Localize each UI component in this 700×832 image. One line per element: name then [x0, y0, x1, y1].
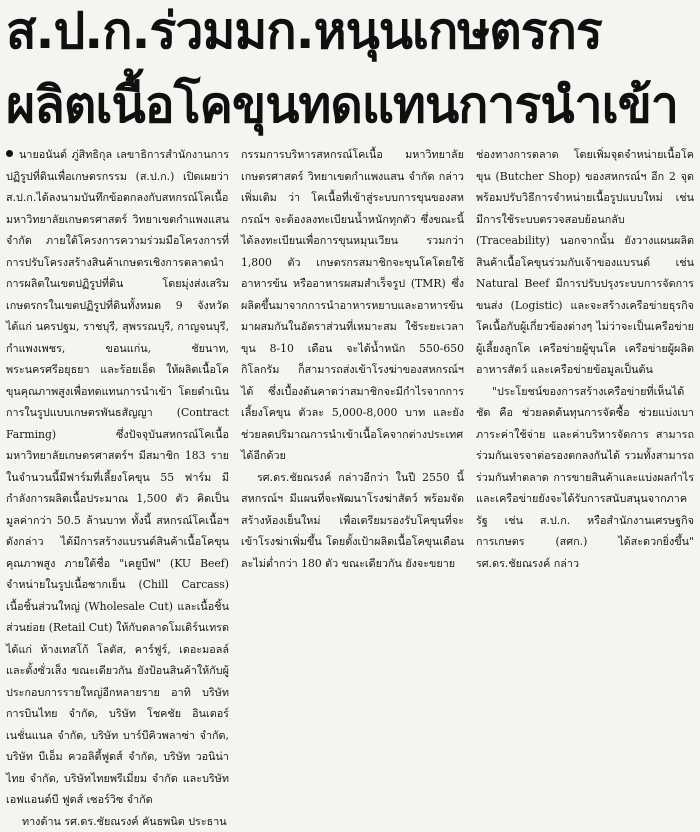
paragraph-text: นายอนันต์ ภู่สิทธิกุล เลขาธิการสำนักงานการปฏิรูปที่ดินเพื่อเกษตรกรรม (ส.ป.ก.) เปิดเผยว่า ส.ป.ก.ได้ลงนามบันทึกข้อตกลงกับสหกรณ์โคเนื้อมหาวิทยาลัยเกษตรศาสตร์ วิทยาเขตกำแพงแสน จำกัด ภายใต้โครงการความร่วมมือโครงการที่การปรับโครงสร้างสินค้าเกษตรเชิงการตลาดนำการผลิตในเขตปฏิรูปที่ดิน โดยมุ่งส่งเสริมเกษตรกรในเขตปฏิรูปที่ดินทั้งหมด 9 จังหวัด ได้แก่ นครปฐม, ราชบุรี, สุพรรณบุรี, กาญจนบุรี, กำแพงเพชร, ขอนแก่น, ชัยนาท, พระนครศรีอยุธยา และร้อยเอ็ด ให้ผลิตเนื้อโคขุนคุณภาพสูงเพื่อทดแทนการนำเข้า โดยดำเนินการในรูปแบบเกษตรพันธสัญญา (Contract Farming) ซึ่งปัจจุบันสหกรณ์โคเนื้อมหาวิทยาลัยเกษตรศาสตร์ฯ มีสมาชิก 183 ราย ในจำนวนนี้มีฟาร์มที่เลี้ยงโคขุน 55 ฟาร์ม มีกำลังการผลิตเนื้อประมาณ 1,500 ตัว คิดเป็นมูลค่ากว่า 50.5 ล้านบาท ทั้งนี้ สหกรณ์โคเนื้อฯ ดังกล่าว ได้มีการสร้างแบรนด์สินค้าเนื้อโคขุนคุณภาพสูง ภายใต้ชื่อ "เคยูบีฟ" (KU Beef) จำหน่ายในรูปเนื้อซากเย็น (Chill Carcass) เนื้อชิ้นส่วนใหญ่ (Wholesale Cut) และเนื้อชิ้นส่วนย่อย (Retail Cut) ให้กับตลาดโมเดิร์นเทรด ได้แก่ ห้างเทสโก้ โลตัส, คาร์ฟูร์, เดอะมอลล์ และตั้งซั่วเส็ง ขณะเดียวกัน ยังป้อนสินค้าให้กับผู้ประกอบการรายใหญ่อีกหลายราย อาทิ บริษัทการบินไทย จำกัด, บริษัท โชคชัย อินเตอร์เนชั่นแนล จำกัด, บริษัท บาร์บีคิวพลาซ่า จำกัด, บริษัท บีเอ็ม ควอลิตี้ฟูดส์ จำกัด, บริษัท วอนิน่าไทย จำกัด, บริษัทไทยพรีเมี่ยม จำกัด และบริษัท เอฟแอนด์บี ฟูดส์ เซอร์วิซ จำกัด	[6, 148, 229, 806]
paragraph: ช่องทางการตลาด โดยเพิ่มจุดจำหน่ายเนื้อโคขุน (Butcher Shop) ของสหกรณ์ฯ อีก 2 จุด พร้อมปรับวิธีการจำหน่ายเนื้อรูปแบบใหม่ เช่น มีการใช้ระบบตรวจสอบย้อนกลับ (Traceability) นอกจากนั้น ยังวางแผนผลิต สินค้าเนื้อโคขุนร่วมกับเจ้าของแบรนด์ เช่น Natural Beef มีการปรับปรุงระบบการจัดการขนส่ง (Logistic) และจะสร้างเครือข่ายธุรกิจโคเนื้อกับผู้เกี่ยวข้องต่างๆ ไม่ว่าจะเป็นเครือข่ายผู้เลี้ยงลูกโค เครือข่ายผู้ขุนโค เครือข่ายผู้ผลิตอาหารสัตว์ และเครือข่ายข้อมูลเป็นต้น	[476, 144, 694, 381]
bullet-icon	[6, 150, 13, 157]
article-column-3	[476, 144, 694, 444]
paragraph	[6, 144, 229, 811]
headline-line-2: ผลิตเนื้อโคขุนทดแทนการนำเข้า	[6, 76, 696, 134]
paragraph: ทางด้าน รศ.ดร.ชัยณรงค์ คันธพนิต ประธาน	[6, 811, 229, 832]
headline-line-1: ส.ป.ก.ร่วมมก.หนุนเกษตรกร	[6, 2, 696, 60]
paragraph: กรรมการบริหารสหกรณ์โคเนื้อ มหาวิทยาลัยเกษตรศาสตร์ วิทยาเขตกำแพงแสน จำกัด กล่าวเพิ่มเติม ว่า โคเนื้อที่เข้าสู่ระบบการขุนของสหกรณ์ฯ จะต้องลงทะเบียนน้ำหนักทุกตัว ซึ่งขณะนี้ได้ลงทะเบียนเพื่อการขุนหมุนเวียน รวมกว่า 1,800 ตัว เกษตรกรสมาชิกจะขุนโคโดยใช้อาหารข้น หรืออาหารผสมสำเร็จรูป (TMR) ซึ่งผลิตขึ้นมาจากการนำอาหารหยาบและอาหารข้นมาผสมกันในอัตราส่วนที่เหมาะสม ใช้ระยะเวลาขุน 8-10 เดือน จะได้น้ำหนัก 550-650 กิโลกรัม ก็สามารถส่งเข้าโรงฆ่าของสหกรณ์ฯ ได้ ซึ่งเบื้องต้นคาดว่าสมาชิกจะมีกำไรจากการเลี้ยงโคขุน ตัวละ 5,000-8,000 บาท และยังช่วยลดปริมาณการนำเข้าเนื้อโคจากต่างประเทศได้อีกด้วย	[241, 144, 464, 467]
paragraph: "ประโยชน์ของการสร้างเครือข่ายที่เห็นได้ชัด คือ ช่วยลดต้นทุนการจัดซื้อ ช่วยแบ่งเบาภาระค่าใช้จ่าย และค่าบริหารจัดการ สามารถร่วมกันเจรจาต่อรองตกลงกันได้ รวมทั้งสามารถร่วมกันทำตลาด การขายสินค้าและแบ่งผลกำไร และเครือข่ายยังจะได้รับการสนับสนุนจากภาครัฐ เช่น ส.ป.ก. หรือสำนักงานเศรษฐกิจการเกษตร (สศก.) ได้สะดวกยิ่งขึ้น" รศ.ดร.ชัยณรงค์ กล่าว	[476, 381, 694, 575]
article-column-2	[241, 144, 464, 484]
article-column-1	[6, 144, 229, 736]
paragraph: รศ.ดร.ชัยณรงค์ กล่าวอีกว่า ในปี 2550 นี้ สหกรณ์ฯ มีแผนที่จะพัฒนาโรงฆ่าสัตว์ พร้อมจัดสร้างห้องเย็นใหม่ เพื่อเตรียมรองรับโคขุนที่จะเข้าโรงฆ่าเพิ่มขึ้น โดยตั้งเป้าผลิตเนื้อโคขุนเดือนละไม่ต่ำกว่า 180 ตัว ขณะเดียวกัน ยังจะขยาย	[241, 467, 464, 575]
